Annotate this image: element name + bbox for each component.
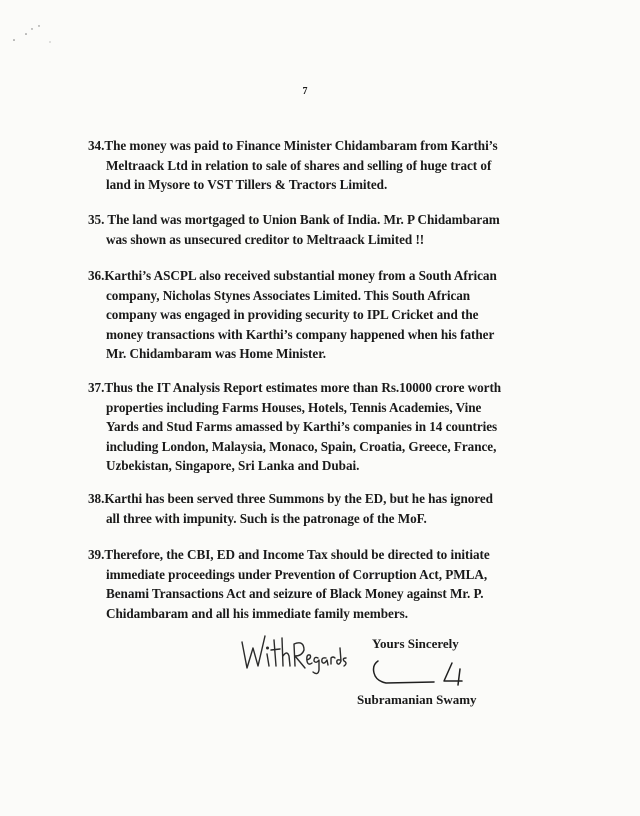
paragraph-line: 38.Karthi has been served three Summons by the ED, but he has ignored — [88, 491, 493, 506]
handwritten-regards — [236, 620, 354, 680]
paragraph-line: 37.Thus the IT Analysis Report estimates more than Rs.10000 crore worth — [88, 380, 502, 395]
sign-off: Yours Sincerely — [372, 636, 459, 651]
paragraph-34 — [88, 136, 548, 195]
paragraph-number: 39. — [88, 547, 105, 562]
paragraph-line: Uzbekistan, Singapore, Sri Lanka and Dubai. — [106, 458, 360, 473]
paragraph-39 — [88, 545, 548, 623]
paragraph-number: 34. — [88, 138, 105, 153]
paragraph-line: Meltraack Ltd in relation to sale of shares and selling of huge tract of — [106, 157, 492, 173]
paragraph-line: was shown as unsecured creditor to Meltraack Limited !! — [106, 231, 425, 247]
paragraph-37 — [88, 378, 548, 476]
paragraph-line: money transactions with Karthi’s company happened when his father — [106, 326, 495, 342]
paragraph-line: company, Nicholas Stynes Associates Limited. This South African — [106, 287, 471, 303]
paragraph-line: properties including Farms Houses, Hotels, Tennis Academies, Vine — [106, 399, 482, 415]
paragraph-line: immediate proceedings under Prevention of Corruption Act, PMLA, — [106, 566, 488, 582]
paragraph-line: all three with impunity. Such is the patronage of the MoF. — [106, 510, 427, 526]
paragraph-38 — [88, 489, 548, 528]
paragraph-line: 35. The land was mortgaged to Union Bank of India. Mr. P Chidambaram — [88, 212, 500, 227]
signature — [364, 655, 484, 691]
paragraph-number: 37. — [88, 380, 105, 395]
signer-name: Subramanian Swamy — [357, 692, 477, 707]
paragraph-35 — [88, 210, 548, 249]
paragraph-line: Yards and Stud Farms amassed by Karthi’s companies in 14 countries — [106, 419, 498, 434]
paragraph-line: 34.The money was paid to Finance Minister Chidambaram from Karthi’s — [88, 138, 498, 153]
paragraph-line: including London, Malaysia, Monaco, Spain, Croatia, Greece, France, — [106, 438, 497, 454]
paragraph-line: 36.Karthi’s ASCPL also received substantial money from a South African — [88, 268, 497, 283]
paragraph-line: Mr. Chidambaram was Home Minister. — [106, 346, 327, 361]
page-number: 7 — [302, 86, 308, 97]
paragraph-number: 36. — [88, 268, 105, 283]
paragraph-number: 38. — [88, 491, 105, 506]
paragraph-line: company was engaged in providing security to IPL Cricket and the — [106, 307, 479, 322]
paragraph-line: Benami Transactions Act and seizure of Black Money against Mr. P. — [106, 586, 484, 601]
scan-specks — [10, 20, 60, 50]
paragraph-number: 35. — [88, 212, 105, 227]
paragraph-line: Chidambaram and all his immediate family members. — [106, 605, 408, 621]
paragraph-line: land in Mysore to VST Tillers & Tractors Limited. — [106, 177, 388, 192]
paragraph-36 — [88, 266, 548, 364]
paragraph-line: 39.Therefore, the CBI, ED and Income Tax should be directed to initiate — [88, 547, 490, 562]
